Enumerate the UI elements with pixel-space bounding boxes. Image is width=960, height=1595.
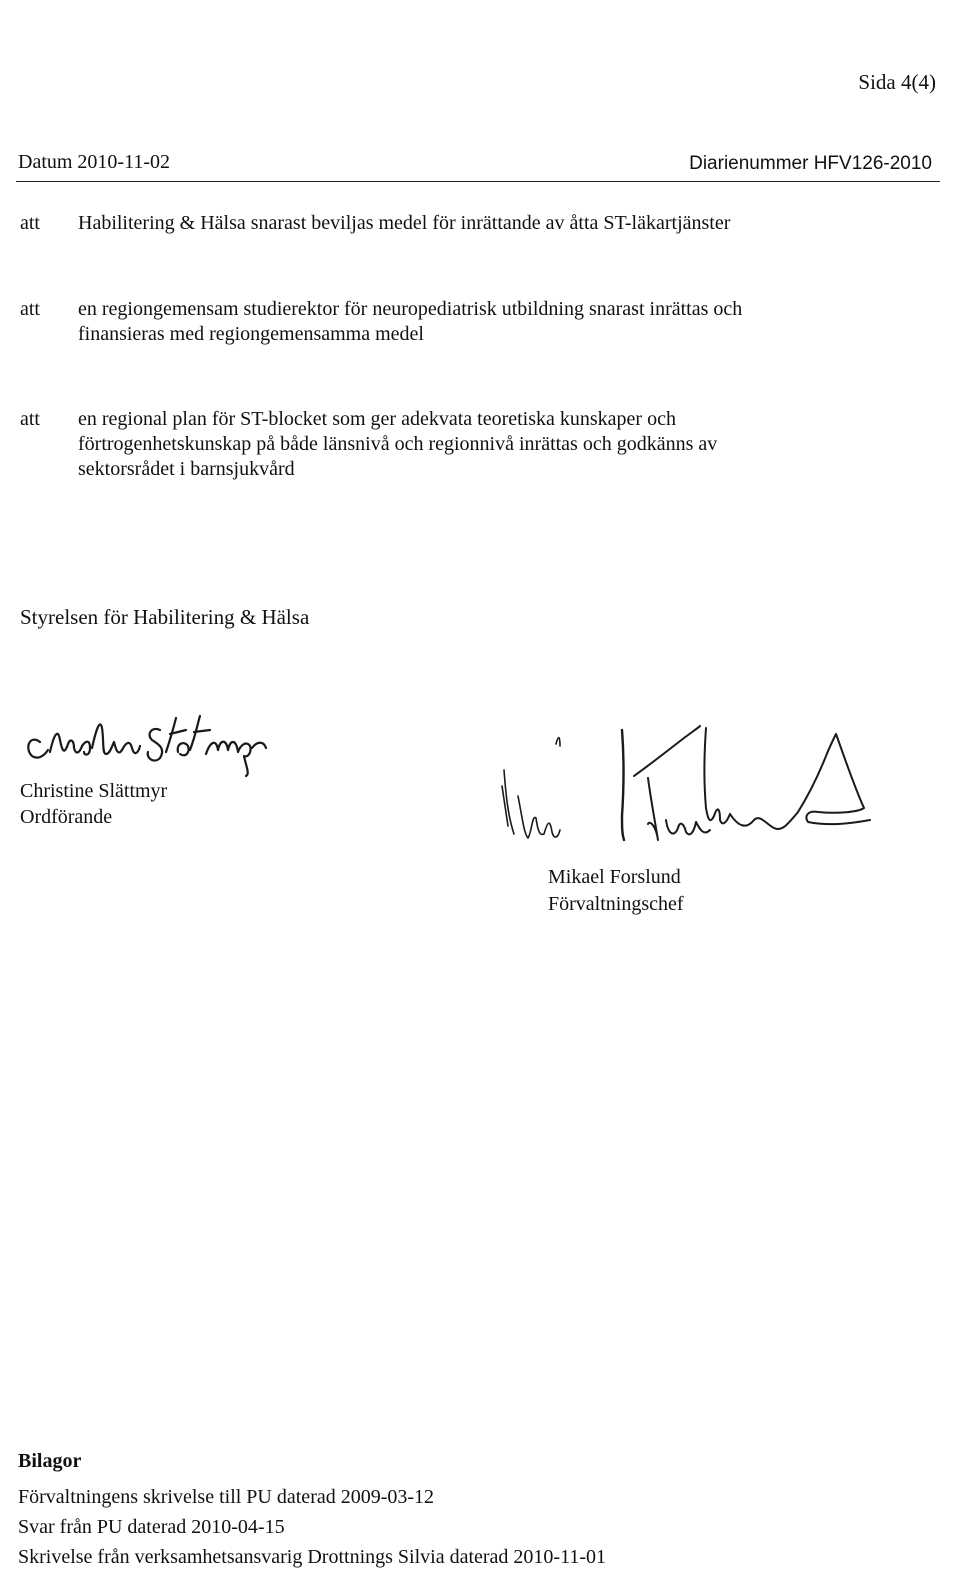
header-divider bbox=[16, 181, 940, 182]
signatory-name: Christine Slättmyr bbox=[20, 780, 168, 802]
signature-left bbox=[20, 700, 300, 780]
signature-right bbox=[498, 716, 878, 866]
board-name: Styrelsen för Habilitering & Hälsa bbox=[20, 605, 310, 629]
attachment-item: Svar från PU daterad 2010-04-15 bbox=[18, 1516, 285, 1538]
clause-prefix: att bbox=[20, 212, 40, 234]
attachment-item: Skrivelse från verksamhetsansvarig Drottnings Silvia daterad 2010-11-01 bbox=[18, 1546, 607, 1568]
clause-prefix: att bbox=[20, 408, 40, 430]
diary-number: Diarienummer HFV126-2010 bbox=[689, 153, 932, 174]
clause-text: Habilitering & Hälsa snarast beviljas medel för inrättande av åtta ST-läkartjänster bbox=[78, 212, 731, 234]
attachments-heading: Bilagor bbox=[18, 1450, 82, 1472]
page-number: Sida 4(4) bbox=[858, 70, 936, 94]
clause-prefix: att bbox=[20, 298, 40, 320]
attachment-item: Förvaltningens skrivelse till PU daterad 2009-03-12 bbox=[18, 1486, 435, 1508]
signatory-title: Ordförande bbox=[20, 806, 113, 828]
clause-text: en regiongemensam studierektor för neuropediatrisk utbildning snarast inrättas och finansieras med regiongemensamma medel bbox=[78, 298, 743, 345]
signatory-title: Förvaltningschef bbox=[548, 893, 684, 915]
document-date: Datum 2010-11-02 bbox=[18, 151, 171, 173]
clause-text: en regional plan för ST-blocket som ger adekvata teoretiska kunskaper och förtrogenhetskunskap på både länsnivå och regionnivå inrättas och godkänns av sektorsrådet i barnsjukvård bbox=[78, 408, 718, 480]
signatory-name: Mikael Forslund bbox=[548, 866, 681, 888]
